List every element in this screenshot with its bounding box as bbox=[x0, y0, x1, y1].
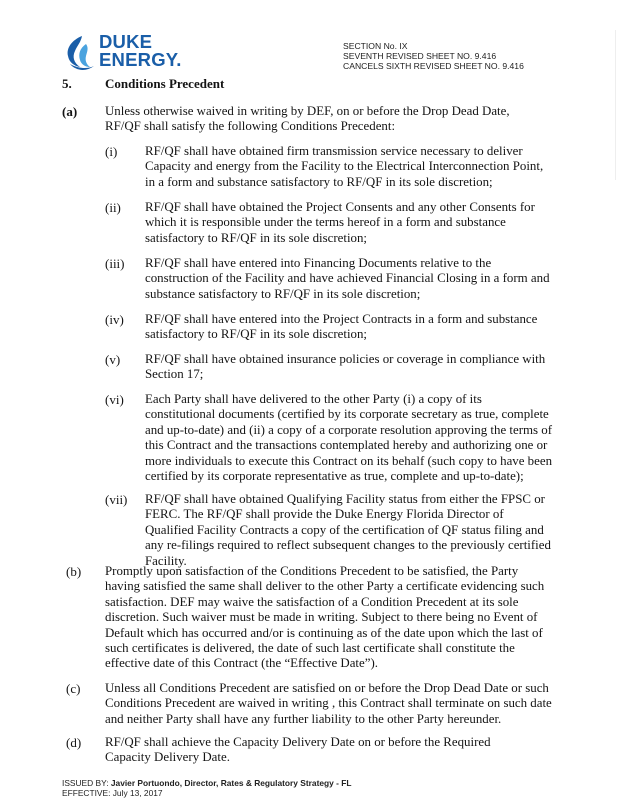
clause-b-label: (b) bbox=[66, 564, 82, 579]
page-edge-line bbox=[615, 30, 616, 180]
item-vi-label: (vi) bbox=[105, 392, 124, 407]
item-vi-text: Each Party shall have delivered to the other Party (i) a copy of its constitutional documents (certified by its corporate secretary as true, complete and up-to-date) and (ii) a copy of a corporate resolution approving the terms of this Contract and the transactions contemplated hereby and authorizing one or more individuals to execute this Contract on its behalf (such copy to have been certified by its corporate representative as true, complete and up-to-date); bbox=[145, 392, 553, 484]
item-iii-text: RF/QF shall have entered into Financing Documents relative to the construction of the Facility and have achieved Financial Closing in a form and substance satisfactory to RF/QF in its sole discretion; bbox=[145, 256, 550, 301]
item-v-text: RF/QF shall have obtained insurance policies or coverage in compliance with Section 17; bbox=[145, 352, 546, 382]
item-iv-label: (iv) bbox=[105, 312, 124, 327]
clause-c-label: (c) bbox=[66, 681, 81, 696]
clause-d-text: RF/QF shall achieve the Capacity Delivery Date on or before the Required Capacity Delivery Date. bbox=[105, 735, 491, 765]
issued-by-value: Javier Portuondo, Director, Rates & Regulatory Strategy - FL bbox=[110, 778, 352, 788]
section-number-header: SECTION No. IX bbox=[343, 41, 408, 51]
effective-line bbox=[62, 789, 351, 799]
item-ii-text: RF/QF shall have obtained the Project Consents and any other Consents for which it is responsible under the terms hereof in a form and substance satisfactory to RF/QF in its sole discretion; bbox=[145, 200, 535, 245]
sheet-header bbox=[343, 42, 524, 71]
effective-label: EFFECTIVE: bbox=[62, 787, 113, 798]
clause-b-text: Promptly upon satisfaction of the Conditions Precedent to be satisfied, the Party having satisfied the same shall deliver to the other Party a certificate evidencing such satisfaction. DEF may waive the satisfaction of a Condition Precedent at its sole discretion. Such waiver must be made in writing. Subject to there being no Event of Default which has occurred and/or is continuing as of the date upon which the last of such certificates is delivered, the date of such last certificate shall constitute the effective date of this Contract (the “Effective Date”). bbox=[105, 564, 545, 671]
item-iii-label: (iii) bbox=[105, 256, 125, 271]
duke-energy-logo bbox=[62, 31, 192, 76]
item-vii-text: RF/QF shall have obtained Qualifying Facility status from either the FPSC or FERC. The RF/QF shall provide the Duke Energy Florida Director of Qualified Facility Contracts a copy of the certification of QF status filing and any re-filings required to reflect subsequent changes to the previously certified Facility. bbox=[145, 492, 551, 568]
effective-value: July 13, 2017 bbox=[112, 787, 163, 798]
logo-line-2: ENERGY. bbox=[99, 49, 182, 70]
item-iv-text: RF/QF shall have entered into the Project Contracts in a form and substance satisfactory to RF/QF in its sole discretion; bbox=[145, 312, 538, 342]
item-ii-label: (ii) bbox=[105, 200, 121, 215]
item-i-text: RF/QF shall have obtained firm transmission service necessary to deliver Capacity and energy from the Facility to the Electrical Interconnection Point, in a form and substance satisfactory to RF/QF in its sole discretion; bbox=[145, 144, 544, 189]
revised-sheet-header: SEVENTH REVISED SHEET NO. 9.416 bbox=[343, 50, 497, 61]
clause-d-label: (d) bbox=[66, 735, 82, 750]
logo-line-1: DUKE bbox=[99, 31, 153, 52]
clause-a-text: Unless otherwise waived in writing by DEF, on or before the Drop Dead Date, RF/QF shall satisfy the following Conditions Precedent: bbox=[105, 104, 510, 134]
duke-energy-flame-icon bbox=[62, 34, 98, 74]
page-footer bbox=[62, 779, 351, 799]
item-i-label: (i) bbox=[105, 144, 118, 159]
section-title: Conditions Precedent bbox=[105, 76, 225, 91]
item-v-label: (v) bbox=[105, 352, 121, 367]
item-vii-label: (vii) bbox=[105, 492, 128, 507]
clause-a-label: (a) bbox=[62, 104, 78, 119]
clause-c-text: Unless all Conditions Precedent are satisfied on or before the Drop Dead Date or such Conditions Precedent are waived in writing , this Contract shall terminate on such date and neither Party shall have any further liability to the other Party hereunder. bbox=[105, 681, 552, 726]
section-number: 5. bbox=[62, 76, 72, 91]
cancels-sheet-header: CANCELS SIXTH REVISED SHEET NO. 9.416 bbox=[343, 60, 524, 71]
issued-by-label: ISSUED BY: bbox=[62, 778, 111, 788]
